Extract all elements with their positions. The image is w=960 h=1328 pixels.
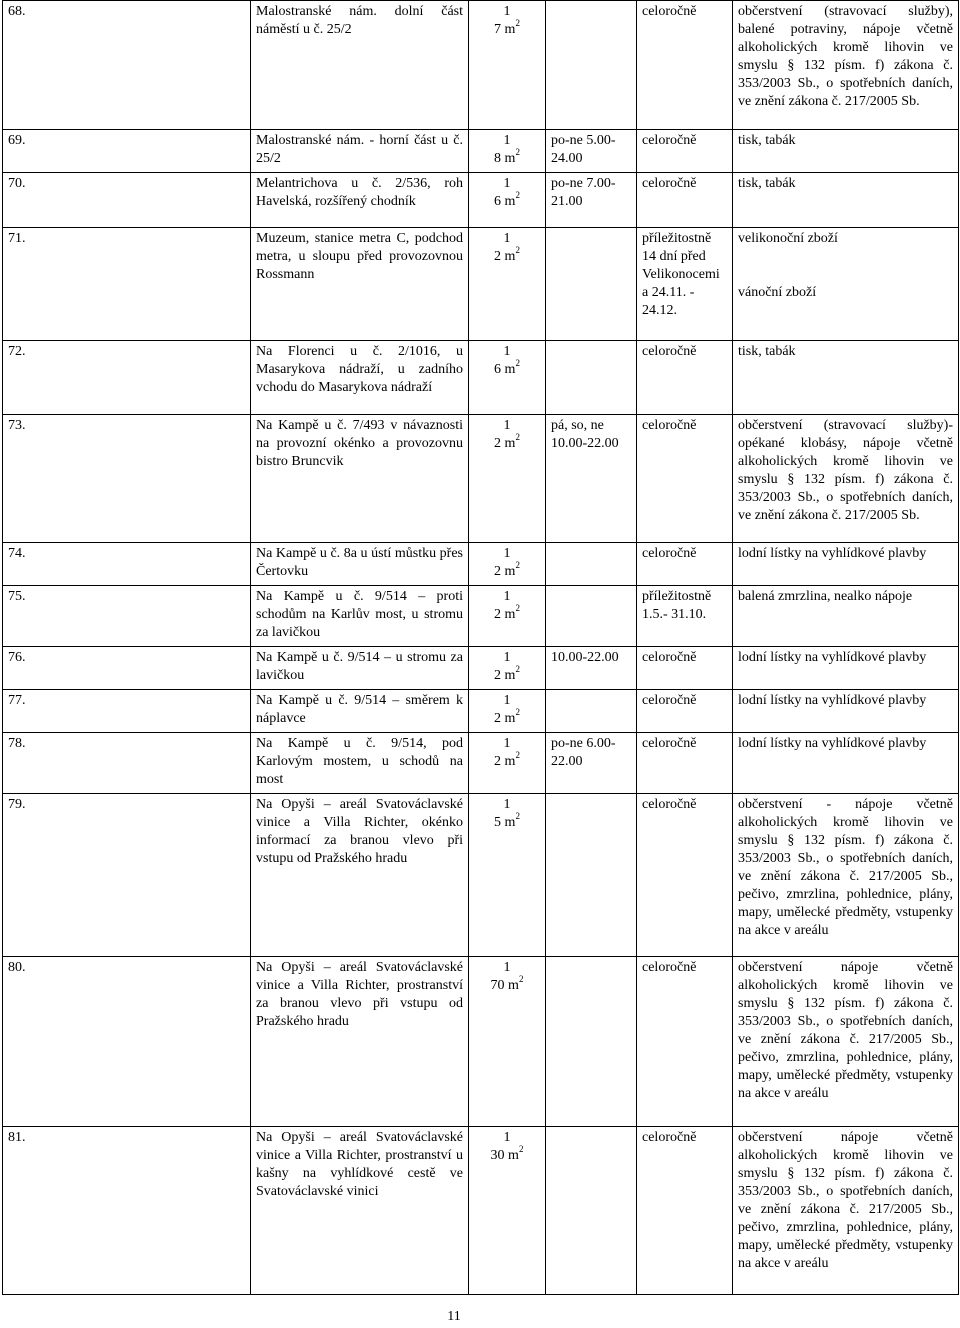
row-goods bbox=[733, 647, 959, 690]
row-location: Na Kampě u č. 9/514 – u stromu za lavičkou bbox=[251, 647, 469, 690]
row-goods bbox=[733, 415, 959, 543]
goods-line: lodní lístky na vyhlídkové plavby bbox=[738, 693, 927, 708]
row-goods bbox=[733, 341, 959, 415]
row-opening-hours bbox=[546, 1127, 637, 1295]
period-line: celoročně bbox=[642, 4, 697, 19]
stall-table bbox=[2, 0, 959, 1295]
row-goods bbox=[733, 733, 959, 794]
period-line: celoročně bbox=[642, 176, 697, 191]
row-period bbox=[637, 1, 733, 130]
row-goods bbox=[733, 173, 959, 228]
table-row bbox=[3, 690, 959, 733]
row-location: Na Opyši – areál Svatováclavské vinice a Villa Richter, prostranství u kašny na vyhlídkové cestě ve Svatováclavské vinici bbox=[251, 1127, 469, 1295]
row-area bbox=[469, 228, 546, 341]
area-exponent: 2 bbox=[515, 811, 520, 822]
area-value: 8 m bbox=[494, 151, 516, 166]
row-area bbox=[469, 1, 546, 130]
period-line: příležitostně 14 dní před Velikonocemi bbox=[642, 231, 720, 282]
row-location: Na Kampě u č. 9/514 – směrem k náplavce bbox=[251, 690, 469, 733]
row-area bbox=[469, 1127, 546, 1295]
goods-line: občerstvení (stravovací služby)- opékané klobásy, nápoje včetně alkoholických kromě lihovin ve smyslu § 132 písm. f) zákona č. 353/2003 Sb., o spotřebních daních, ve znění zákona č. 217/2005 Sb. bbox=[738, 418, 953, 523]
row-number: 77. bbox=[3, 690, 251, 733]
stall-count: 1 bbox=[503, 344, 511, 359]
area-value: 7 m bbox=[494, 22, 516, 37]
row-number: 80. bbox=[3, 957, 251, 1127]
goods-line: občerstvení - nápoje včetně alkoholických kromě lihovin ve smyslu § 132 písm. f) zákona č. 353/2003 Sb., o spotřebních daních, ve znění zákona č. 217/2005 Sb., pečivo, zmrzlina, pohlednice, plány, mapy, umělecké předměty, vstupenky na akce v areálu bbox=[738, 797, 953, 938]
table-row bbox=[3, 1127, 959, 1295]
area-value: 2 m bbox=[494, 668, 516, 683]
row-opening-hours bbox=[546, 794, 637, 957]
stall-area bbox=[474, 358, 540, 379]
row-period bbox=[637, 341, 733, 415]
period-line: celoročně bbox=[642, 960, 697, 975]
period-line: celoročně bbox=[642, 418, 697, 433]
row-number: 73. bbox=[3, 415, 251, 543]
table-row bbox=[3, 228, 959, 341]
stall-area bbox=[474, 707, 540, 728]
area-value: 2 m bbox=[494, 607, 516, 622]
area-exponent: 2 bbox=[515, 603, 520, 614]
row-opening-hours bbox=[546, 586, 637, 647]
row-period bbox=[637, 690, 733, 733]
period-line: celoročně bbox=[642, 650, 697, 665]
area-value: 2 m bbox=[494, 754, 516, 769]
goods-line: občerstvení (stravovací služby), balené potraviny, nápoje včetně alkoholických kromě lihovin ve smyslu § 132 písm. f) zákona č. 353/2003 Sb., o spotřebních daních, ve znění zákona č. 217/2005 Sb. bbox=[738, 4, 953, 109]
stall-area bbox=[474, 245, 540, 266]
row-period bbox=[637, 794, 733, 957]
goods-line: tisk, tabák bbox=[738, 133, 796, 148]
area-exponent: 2 bbox=[515, 147, 520, 158]
table-row bbox=[3, 173, 959, 228]
row-location: Malostranské nám. dolní část náměstí u č. 25/2 bbox=[251, 1, 469, 130]
row-number: 74. bbox=[3, 543, 251, 586]
stall-count: 1 bbox=[503, 693, 511, 708]
row-area bbox=[469, 415, 546, 543]
row-number: 81. bbox=[3, 1127, 251, 1295]
row-area bbox=[469, 647, 546, 690]
row-goods bbox=[733, 228, 959, 341]
stall-area bbox=[474, 811, 540, 832]
row-period bbox=[637, 1127, 733, 1295]
goods-line: tisk, tabák bbox=[738, 344, 796, 359]
row-period bbox=[637, 415, 733, 543]
stall-count: 1 bbox=[503, 589, 511, 604]
goods-line: vánoční zboží bbox=[738, 285, 817, 300]
stall-count: 1 bbox=[503, 176, 511, 191]
row-area bbox=[469, 341, 546, 415]
row-goods bbox=[733, 1, 959, 130]
area-exponent: 2 bbox=[515, 358, 520, 369]
row-opening-hours bbox=[546, 341, 637, 415]
period-line: celoročně bbox=[642, 344, 697, 359]
area-value: 6 m bbox=[494, 362, 516, 377]
area-exponent: 2 bbox=[515, 664, 520, 675]
row-period bbox=[637, 957, 733, 1127]
area-exponent: 2 bbox=[515, 560, 520, 571]
area-exponent: 2 bbox=[515, 190, 520, 201]
row-opening-hours bbox=[546, 690, 637, 733]
row-opening-hours bbox=[546, 957, 637, 1127]
row-period bbox=[637, 173, 733, 228]
table-row bbox=[3, 733, 959, 794]
goods-line: balená zmrzlina, nealko nápoje bbox=[738, 589, 913, 604]
row-number: 75. bbox=[3, 586, 251, 647]
period-line: celoročně bbox=[642, 546, 697, 561]
row-number: 70. bbox=[3, 173, 251, 228]
stall-count: 1 bbox=[503, 546, 511, 561]
goods-line: lodní lístky na vyhlídkové plavby bbox=[738, 546, 927, 561]
table-row bbox=[3, 415, 959, 543]
row-opening-hours: po-ne 7.00-21.00 bbox=[546, 173, 637, 228]
row-period bbox=[637, 543, 733, 586]
row-area bbox=[469, 733, 546, 794]
table-row bbox=[3, 794, 959, 957]
row-opening-hours bbox=[546, 543, 637, 586]
row-area bbox=[469, 586, 546, 647]
stall-count: 1 bbox=[503, 960, 511, 975]
row-period bbox=[637, 130, 733, 173]
period-line: celoročně bbox=[642, 693, 697, 708]
area-value: 6 m bbox=[494, 194, 516, 209]
row-goods bbox=[733, 1127, 959, 1295]
area-value: 30 m bbox=[490, 1148, 519, 1163]
area-exponent: 2 bbox=[515, 245, 520, 256]
stall-count: 1 bbox=[503, 797, 511, 812]
stall-table-body bbox=[3, 1, 959, 1295]
row-location: Na Opyši – areál Svatováclavské vinice a Villa Richter, okénko informací za branou vlevo při vstupu od Pražského hradu bbox=[251, 794, 469, 957]
table-row bbox=[3, 586, 959, 647]
row-opening-hours: pá, so, ne 10.00-22.00 bbox=[546, 415, 637, 543]
table-row bbox=[3, 543, 959, 586]
period-line: celoročně bbox=[642, 797, 697, 812]
stall-count: 1 bbox=[503, 4, 511, 19]
row-number: 78. bbox=[3, 733, 251, 794]
row-opening-hours: 10.00-22.00 bbox=[546, 647, 637, 690]
table-row bbox=[3, 341, 959, 415]
period-line: příležitostně 1.5.- 31.10. bbox=[642, 589, 712, 622]
stall-count: 1 bbox=[503, 736, 511, 751]
stall-area bbox=[474, 603, 540, 624]
stall-count: 1 bbox=[503, 133, 511, 148]
area-exponent: 2 bbox=[515, 18, 520, 29]
row-opening-hours: po-ne 5.00-24.00 bbox=[546, 130, 637, 173]
area-value: 2 m bbox=[494, 436, 516, 451]
row-goods bbox=[733, 586, 959, 647]
row-goods bbox=[733, 690, 959, 733]
row-number: 76. bbox=[3, 647, 251, 690]
area-value: 70 m bbox=[490, 978, 519, 993]
period-line: celoročně bbox=[642, 133, 697, 148]
area-value: 2 m bbox=[494, 249, 516, 264]
row-opening-hours bbox=[546, 228, 637, 341]
row-number: 68. bbox=[3, 1, 251, 130]
row-number: 69. bbox=[3, 130, 251, 173]
row-opening-hours: po-ne 6.00-22.00 bbox=[546, 733, 637, 794]
row-number: 79. bbox=[3, 794, 251, 957]
stall-area bbox=[474, 750, 540, 771]
period-line: celoročně bbox=[642, 1130, 697, 1145]
row-location: Melantrichova u č. 2/536, roh Havelská, rozšířený chodník bbox=[251, 173, 469, 228]
area-exponent: 2 bbox=[515, 707, 520, 718]
row-period bbox=[637, 733, 733, 794]
row-area bbox=[469, 794, 546, 957]
area-exponent: 2 bbox=[515, 432, 520, 443]
row-goods bbox=[733, 794, 959, 957]
goods-line: občerstvení nápoje včetně alkoholických kromě lihovin ve smyslu § 132 písm. f) zákona č. 353/2003 Sb., o spotřebních daních, ve znění zákona č. 217/2005 Sb., pečivo, zmrzlina, pohlednice, plány, mapy, umělecké předměty, vstupenky na akce v areálu bbox=[738, 1130, 953, 1271]
row-area bbox=[469, 173, 546, 228]
page-number: 11 bbox=[447, 1309, 461, 1324]
goods-line: lodní lístky na vyhlídkové plavby bbox=[738, 650, 927, 665]
stall-area bbox=[474, 147, 540, 168]
row-period bbox=[637, 647, 733, 690]
stall-area bbox=[474, 664, 540, 685]
goods-line: velikonoční zboží bbox=[738, 231, 838, 246]
stall-count: 1 bbox=[503, 1130, 511, 1145]
area-value: 2 m bbox=[494, 564, 516, 579]
stall-area bbox=[474, 560, 540, 581]
table-row bbox=[3, 957, 959, 1127]
table-row bbox=[3, 130, 959, 173]
row-area bbox=[469, 957, 546, 1127]
row-number: 72. bbox=[3, 341, 251, 415]
table-row bbox=[3, 1, 959, 130]
period-line: a 24.11. - 24.12. bbox=[642, 285, 695, 318]
area-value: 2 m bbox=[494, 711, 516, 726]
area-exponent: 2 bbox=[515, 750, 520, 761]
row-area bbox=[469, 690, 546, 733]
row-number: 71. bbox=[3, 228, 251, 341]
goods-line: lodní lístky na vyhlídkové plavby bbox=[738, 736, 927, 751]
row-period bbox=[637, 228, 733, 341]
stall-count: 1 bbox=[503, 418, 511, 433]
stall-area bbox=[474, 1144, 540, 1165]
row-goods bbox=[733, 130, 959, 173]
row-location: Na Kampě u č. 8a u ústí můstku přes Čertovku bbox=[251, 543, 469, 586]
row-location: Na Florenci u č. 2/1016, u Masarykova nádraží, u zadního vchodu do Masarykova nádraží bbox=[251, 341, 469, 415]
row-location: Muzeum, stanice metra C, podchod metra, u sloupu před provozovnou Rossmann bbox=[251, 228, 469, 341]
row-location: Na Opyši – areál Svatováclavské vinice a Villa Richter, prostranství za branou vlevo při vstupu od Pražského hradu bbox=[251, 957, 469, 1127]
row-goods bbox=[733, 957, 959, 1127]
stall-area bbox=[474, 432, 540, 453]
row-goods bbox=[733, 543, 959, 586]
row-location: Na Kampě u č. 9/514 – proti schodům na Karlův most, u stromu za lavičkou bbox=[251, 586, 469, 647]
area-exponent: 2 bbox=[518, 1144, 524, 1155]
stall-area bbox=[474, 974, 540, 995]
row-location: Na Kampě u č. 7/493 v návaznosti na provozní okénko a provozovnu bistro Bruncvik bbox=[251, 415, 469, 543]
row-area bbox=[469, 130, 546, 173]
goods-line: tisk, tabák bbox=[738, 176, 796, 191]
stall-area bbox=[474, 190, 540, 211]
row-opening-hours bbox=[546, 1, 637, 130]
stall-area bbox=[474, 18, 540, 39]
row-location: Malostranské nám. - horní část u č. 25/2 bbox=[251, 130, 469, 173]
area-exponent: 2 bbox=[518, 974, 524, 985]
row-period bbox=[637, 586, 733, 647]
table-row bbox=[3, 647, 959, 690]
row-location: Na Kampě u č. 9/514, pod Karlovým mostem, u schodů na most bbox=[251, 733, 469, 794]
goods-line: občerstvení nápoje včetně alkoholických kromě lihovin ve smyslu § 132 písm. f) zákona č. 353/2003 Sb., o spotřebních daních, ve znění zákona č. 217/2005 Sb., pečivo, zmrzlina, pohlednice, plány, mapy, umělecké předměty, vstupenky na akce v areálu bbox=[738, 960, 953, 1101]
stall-count: 1 bbox=[503, 650, 511, 665]
area-value: 5 m bbox=[494, 815, 516, 830]
period-line: celoročně bbox=[642, 736, 697, 751]
stall-count: 1 bbox=[503, 231, 511, 246]
row-area bbox=[469, 543, 546, 586]
